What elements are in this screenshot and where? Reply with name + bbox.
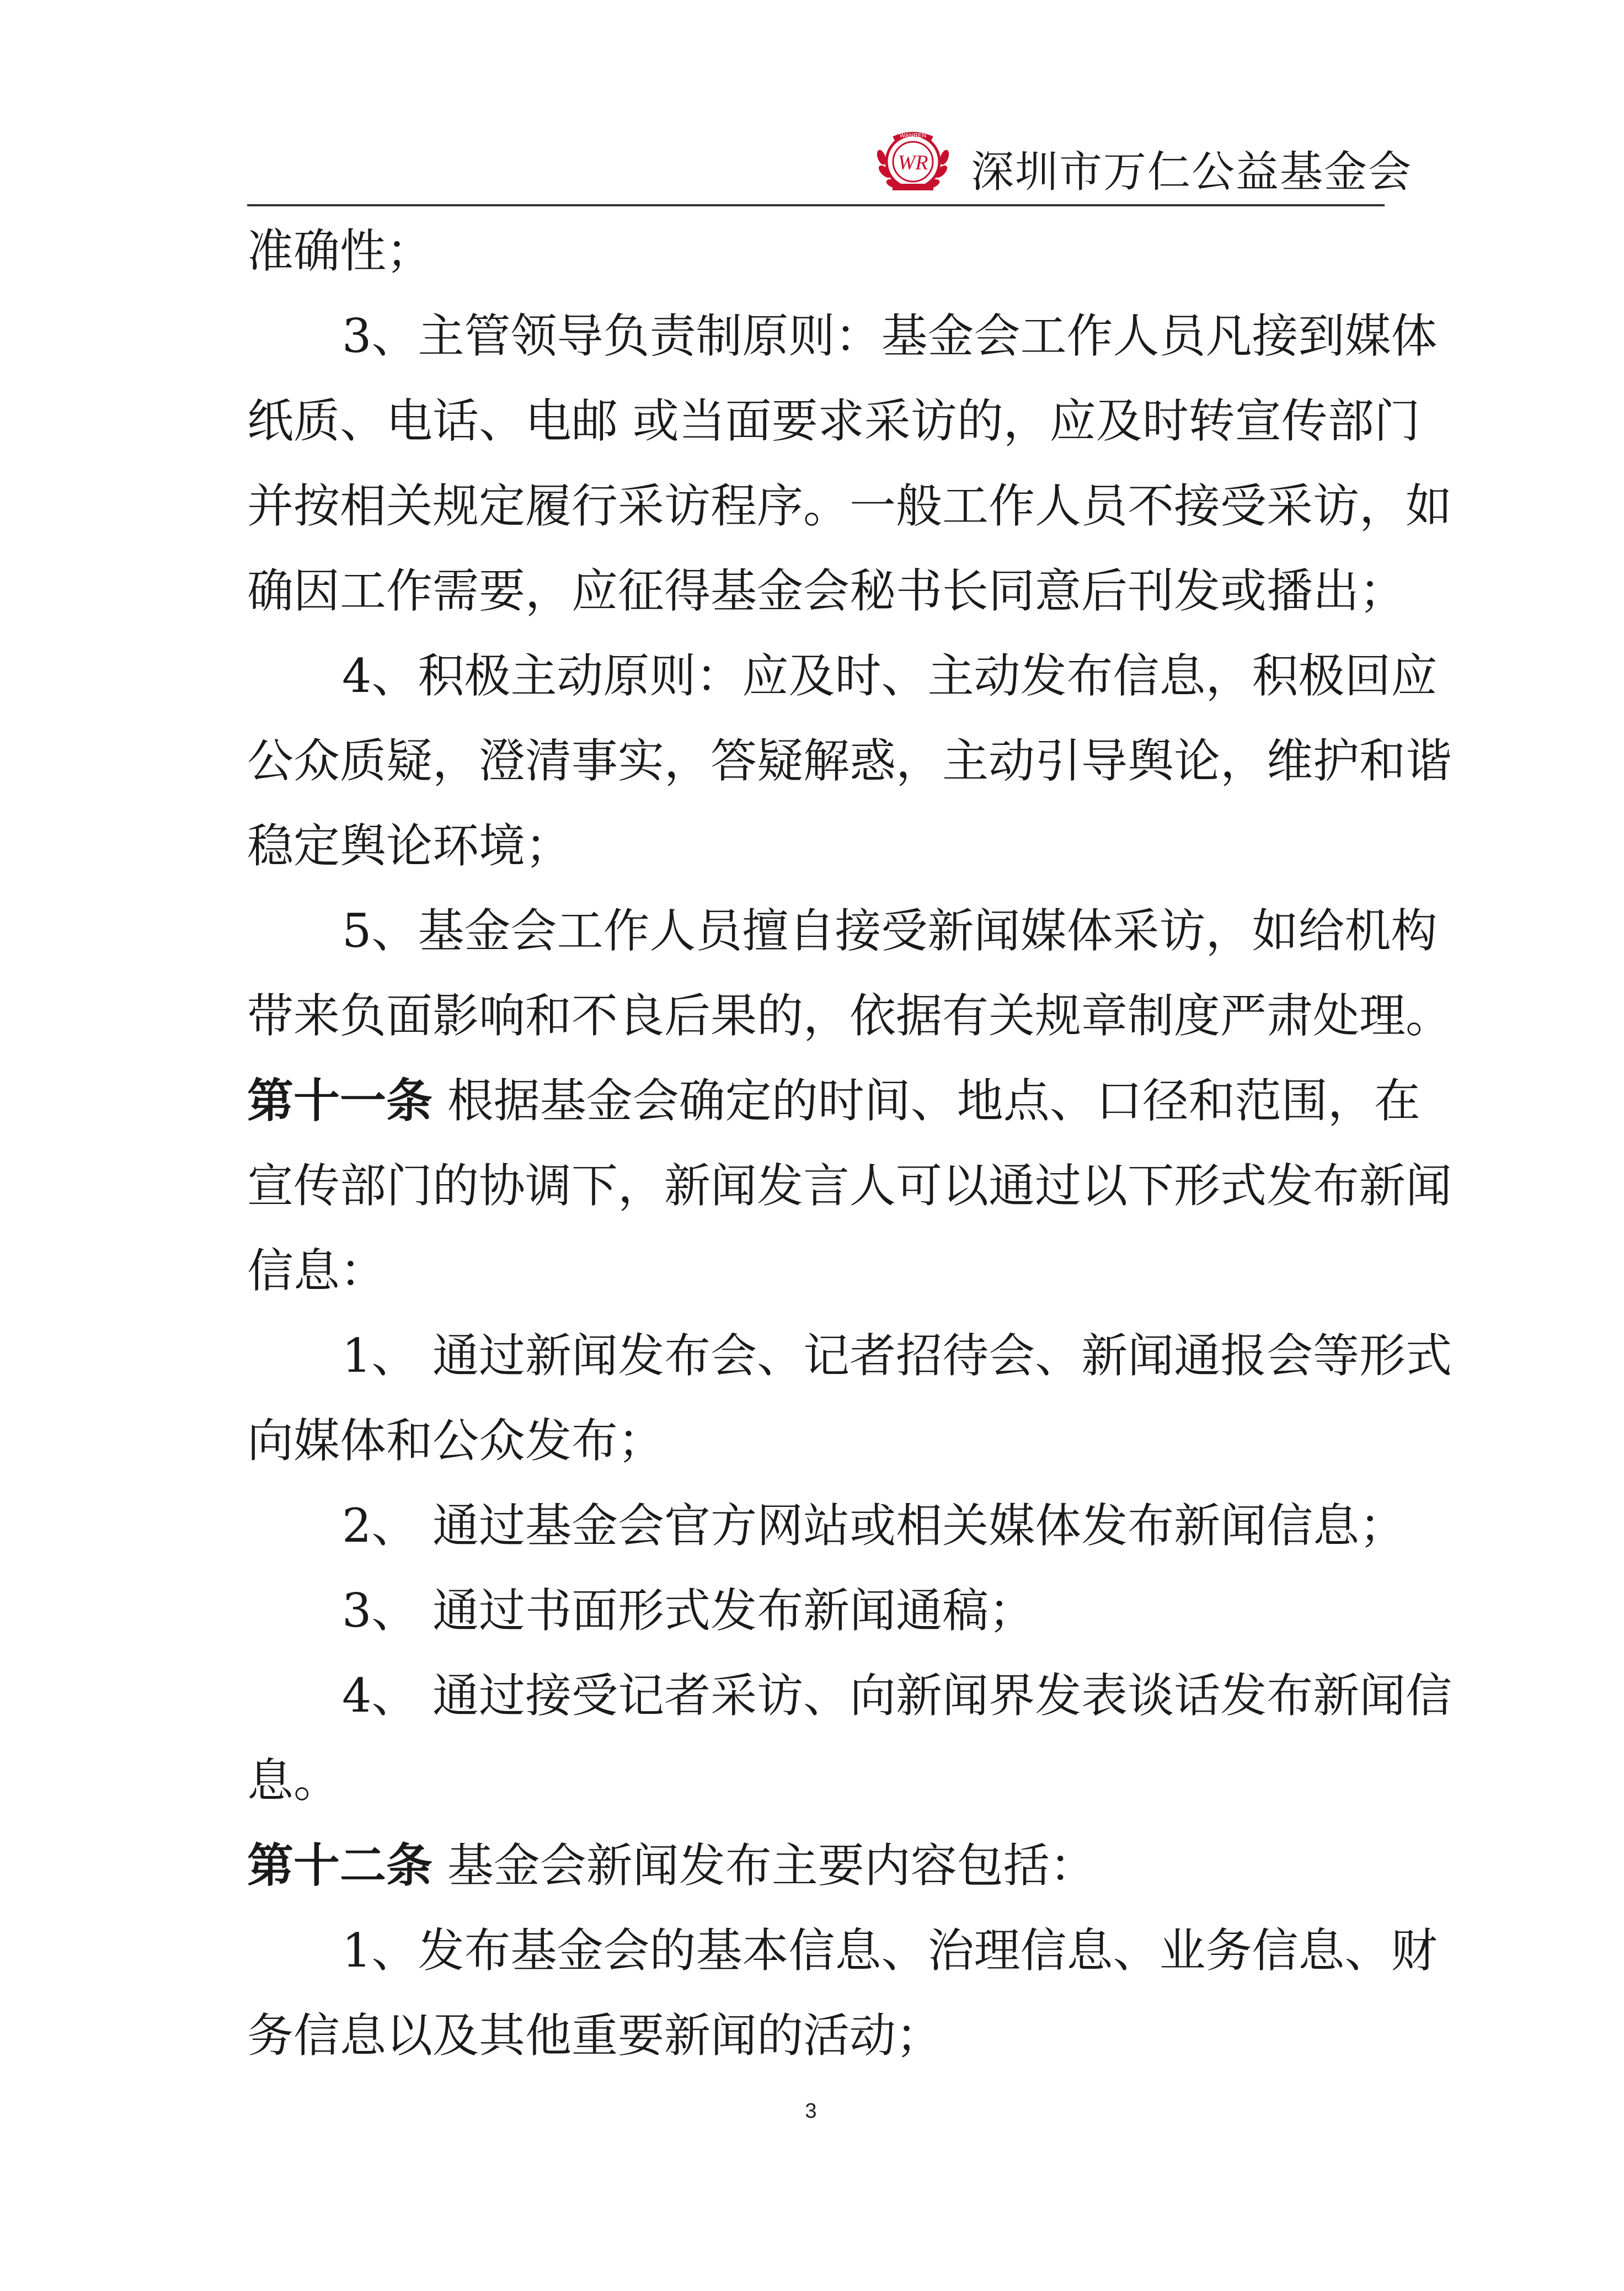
body-text-line (247, 803, 1386, 888)
line-text: 信息： (247, 1244, 387, 1298)
line-text: 纸质、电话、电邮 或当面要求采访的，应及时转宣传部门 (247, 394, 1420, 448)
body-text-line (247, 1738, 1386, 1823)
page-number: 3 (805, 2100, 817, 2123)
line-text: 宣传部门的协调下，新闻发言人可以通过以下形式发布新闻 (247, 1159, 1452, 1213)
article-heading-line (247, 1823, 1386, 1908)
svg-text:WANREN: WANREN (899, 132, 927, 139)
body-text-line (247, 1228, 1386, 1313)
body-text-line (247, 1653, 1452, 1738)
line-text: 4、积极主动原则：应及时、主动发布信息，积极回应 (342, 649, 1438, 703)
body-text-line (247, 209, 1386, 294)
svg-text:WR: WR (898, 151, 928, 174)
line-text: 并按相关规定履行采访程序。一般工作人员不接受采访，如 (247, 479, 1452, 533)
line-text: 1、 通过新闻发布会、记者招待会、新闻通报会等形式 (342, 1329, 1452, 1383)
body-text-line (247, 1313, 1452, 1398)
body-text-line (247, 973, 1452, 1058)
foundation-logo-icon (872, 119, 954, 201)
line-text: 根据基金会确定的时间、地点、口径和范围，在 (432, 1074, 1420, 1128)
header-divider (247, 204, 1385, 206)
line-text: 3、主管领导负责制原则：基金会工作人员凡接到媒体 (342, 309, 1438, 363)
line-text: 务信息以及其他重要新闻的活动； (247, 2008, 943, 2063)
line-text: 向媒体和公众发布； (247, 1414, 665, 1468)
body-text-line (247, 718, 1452, 803)
line-text: 稳定舆论环境； (247, 819, 572, 873)
body-text-line (247, 1483, 1406, 1568)
body-text-line (247, 379, 1420, 463)
body-text-line (247, 463, 1452, 548)
body-text-line (247, 1993, 1386, 2078)
body-text-line (247, 1143, 1452, 1228)
organization-name: 深圳市万仁公益基金会 (971, 147, 1413, 197)
body-text-line (247, 294, 1438, 379)
line-text: 确因工作需要，应征得基金会秘书长同意后刊发或播出； (247, 564, 1406, 618)
article-heading-line (247, 1058, 1420, 1143)
line-text: 公众质疑，澄清事实，答疑解惑，主动引导舆论，维护和谐 (247, 734, 1452, 788)
body-text-line (247, 1398, 1386, 1483)
line-text: 基金会新闻发布主要内容包括： (432, 1839, 1096, 1893)
line-text: 带来负面影响和不良后果的，依据有关规章制度严肃处理。 (247, 989, 1452, 1043)
document-body (247, 209, 1452, 2078)
line-text: 息。 (247, 1754, 340, 1808)
article-number: 第十一条 (247, 1074, 433, 1128)
body-text-line (247, 633, 1438, 718)
body-text-line (247, 1568, 1386, 1653)
line-text: 4、 通过接受记者采访、向新闻界发表谈话发布新闻信 (342, 1669, 1452, 1723)
page-header (0, 0, 1624, 210)
line-text: 3、 通过书面形式发布新闻通稿； (342, 1584, 1035, 1638)
line-text: 1、发布基金会的基本信息、治理信息、业务信息、财 (342, 1924, 1438, 1978)
body-text-line (247, 1908, 1438, 1993)
line-text: 2、 通过基金会官方网站或相关媒体发布新闻信息； (342, 1499, 1406, 1553)
line-text: 准确性； (247, 224, 433, 278)
body-text-line (247, 888, 1438, 973)
line-text: 5、基金会工作人员擅自接受新闻媒体采访，如给机构 (342, 904, 1438, 958)
article-number: 第十二条 (247, 1839, 433, 1893)
body-text-line (247, 548, 1406, 633)
